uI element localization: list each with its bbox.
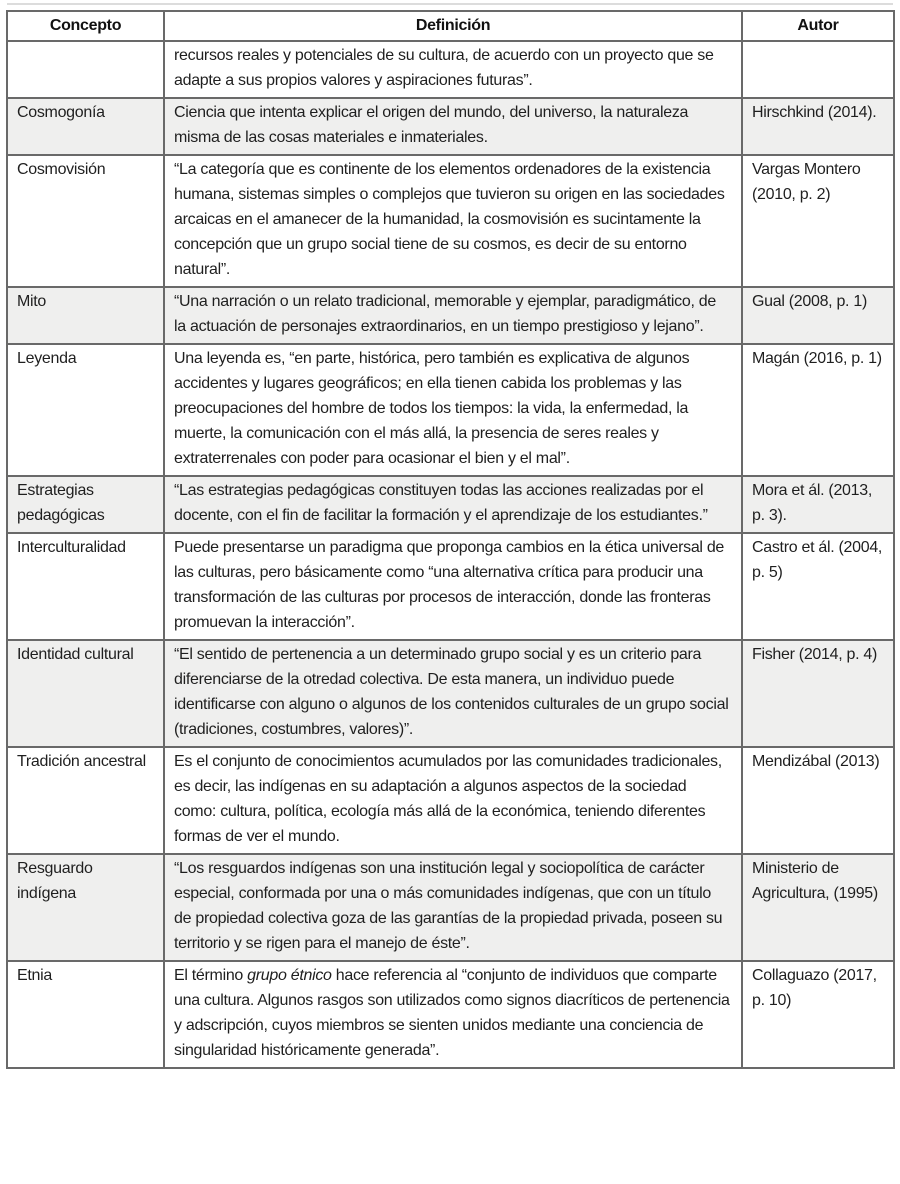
autor-cell: Hirschkind (2014). [742,98,894,155]
concepto-cell: Interculturalidad [7,533,164,640]
concepto-cell: Etnia [7,961,164,1068]
table-header-row [7,11,894,41]
concepto-cell: Resguardo indígena [7,854,164,961]
definicion-cell: “Las estrategias pedagógicas constituyen todas las acciones realizadas por el docente, con el fin de facilitar la formación y el aprendizaje de los estudiantes.” [164,476,742,533]
definicion-text-italic: grupo étnico [247,967,332,984]
definicion-cell: Puede presentarse un paradigma que proponga cambios en la ética universal de las culturas, pero básicamente como “una alternativa crítica para producir una transformación de las culturas por procesos de interacción, donde las fronteras promuevan la interacción”. [164,533,742,640]
table-row-cosmovision [7,155,894,287]
concepto-header: Concepto [7,11,164,41]
definicion-header: Definición [164,11,742,41]
definicion-text-prefix: El término [174,967,248,984]
autor-cell: Gual (2008, p. 1) [742,287,894,344]
definicion-text-rest: hace referencia al “conjunto de individuos que comparte una cultura. Algunos rasgos son utilizados como signos diacríticos de pertenencia y adscripción, cuyos miembros se sienten unidos mediante una conciencia de singularidad históricamente generada”. [174,967,730,1059]
autor-cell: Magán (2016, p. 1) [742,344,894,476]
autor-cell: Castro et ál. (2004, p. 5) [742,533,894,640]
concepto-cell: Estrategias pedagógicas [7,476,164,533]
table-row-etnia [7,961,894,1068]
definicion-cell: Es el conjunto de conocimientos acumulados por las comunidades tradicionales, es decir, las indígenas en su adaptación a algunos aspectos de la sociedad como: cultura, política, ecología más allá de la económica, teniendo diferentes formas de ver el mundo. [164,747,742,854]
definicion-cell: “Una narración o un relato tradicional, memorable y ejemplar, paradigmático, de la actuación de personajes extraordinarios, en un tiempo prestigioso y lejano”. [164,287,742,344]
definicion-cell: “La categoría que es continente de los elementos ordenadores de la existencia humana, sistemas simples o complejos que tuvieron su origen en las sociedades arcaicas en el amanecer de la humanidad, la cosmovisión es sucintamente la concepción que un grupo social tiene de su cosmos, es decir de su entorno natural”. [164,155,742,287]
definicion-cell: Una leyenda es, “en parte, histórica, pero también es explicativa de algunos accidentes y lugares geográficos; en ella tienen cabida los problemas y las preocupaciones del hombre de todos los tiempos: la vida, la enfermedad, la muerte, la comunicación con el más allá, la presencia de seres reales y extraterrenales con poder para ocasionar el bien y el mal”. [164,344,742,476]
concepto-cell: Mito [7,287,164,344]
concepts-table [6,10,895,1069]
table-row-cosmogonia [7,98,894,155]
concepto-cell: Cosmovisión [7,155,164,287]
table-row-continuation [7,41,894,98]
autor-header: Autor [742,11,894,41]
table-row-interculturalidad [7,533,894,640]
table-row-mito [7,287,894,344]
definicion-cell [164,961,742,1068]
definicion-cell: Ciencia que intenta explicar el origen del mundo, del universo, la naturaleza misma de las cosas materiales e inmateriales. [164,98,742,155]
table-row-identidad-cultural [7,640,894,747]
autor-cell: Vargas Montero (2010, p. 2) [742,155,894,287]
table-row-resguardo-indigena [7,854,894,961]
table-row-estrategias-pedagogicas [7,476,894,533]
concepto-cell [7,41,164,98]
concepto-cell: Identidad cultural [7,640,164,747]
definicion-cell: “El sentido de pertenencia a un determinado grupo social y es un criterio para diferenciarse de la otredad colectiva. De esta manera, un individuo puede identificarse con alguno o algunos de los contenidos culturales de un grupo social (tradiciones, costumbres, valores)”. [164,640,742,747]
definicion-cell: recursos reales y potenciales de su cultura, de acuerdo con un proyecto que se adapte a sus propios valores y aspiraciones futuras”. [164,41,742,98]
autor-cell: Ministerio de Agricultura, (1995) [742,854,894,961]
definicion-cell: “Los resguardos indígenas son una institución legal y sociopolítica de carácter especial, conformada por una o más comunidades indígenas, que con un título de propiedad colectiva goza de las garantías de la propiedad privada, poseen su territorio y se rigen para el manejo de éste”. [164,854,742,961]
concepto-cell: Cosmogonía [7,98,164,155]
page-top-rule [7,3,893,5]
table-row-leyenda [7,344,894,476]
table-row-tradicion-ancestral [7,747,894,854]
concepto-cell: Leyenda [7,344,164,476]
autor-cell: Fisher (2014, p. 4) [742,640,894,747]
autor-cell: Mora et ál. (2013, p. 3). [742,476,894,533]
autor-cell: Collaguazo (2017, p. 10) [742,961,894,1068]
autor-cell: Mendizábal (2013) [742,747,894,854]
concepto-cell: Tradición ancestral [7,747,164,854]
autor-cell [742,41,894,98]
